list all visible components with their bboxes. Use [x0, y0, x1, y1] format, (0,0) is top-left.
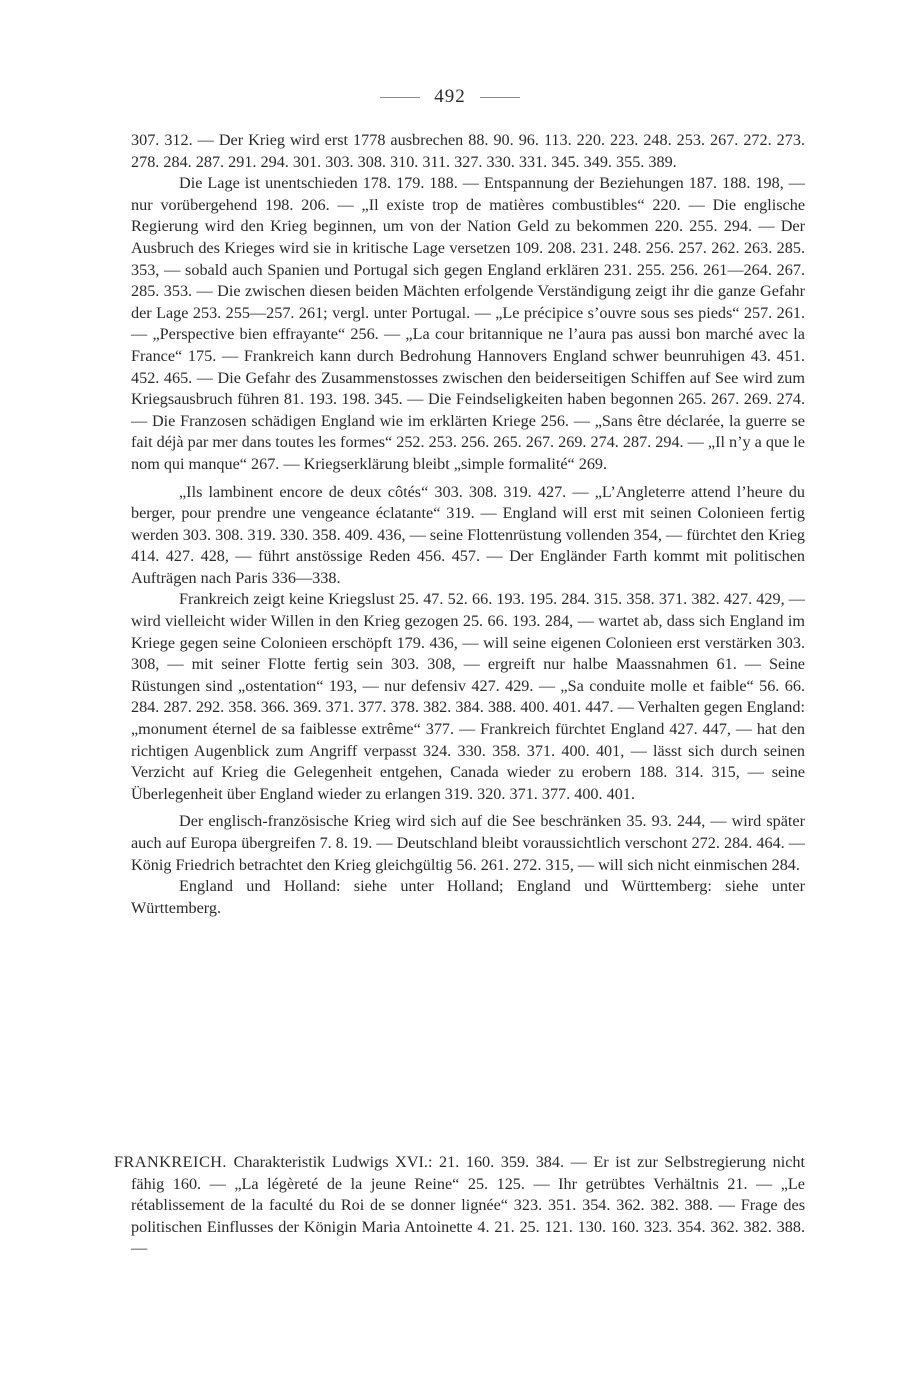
entry-text: Charakteristik Ludwigs XVI.: 21. 160. 359. 384. — Er ist zur Selbstregierung nicht fähig 160. — „La légèreté de la jeune Reine“ 25. 125. — Ihr getrübtes Verhältnis 21. — „Le rétablissement de la faculté du Roi de se donner lignée“ 323. 351. 354. 362. 382. 388. — Frage des politischen Einflusses der Königin Maria Antoinette 4. 21. 25. 121. 130. 160. 323. 354. 362. 382. 388. — [131, 1153, 805, 1258]
entry-paragraph [114, 1152, 805, 1260]
header-rule-left [380, 97, 420, 98]
page-header [0, 86, 900, 108]
index-paragraph: England und Holland: siehe unter Holland; England und Württemberg: siehe unter Württemberg. [131, 877, 805, 917]
index-paragraph: 307. 312. — Der Krieg wird erst 1778 ausbrechen 88. 90. 96. 113. 220. 223. 248. 253. 267. 272. 273. 278. 284. 287. 291. 294. 301. 303. 308. 310. 311. 327. 330. 331. 345. 349. 355. 389. [131, 131, 805, 171]
page-number: 492 [434, 86, 466, 107]
index-body [131, 130, 805, 919]
index-paragraph: Der englisch-französische Krieg wird sich auf die See beschränken 35. 93. 244, — wird später auch auf Europa übergreifen 7. 8. 19. — Deutschland bleibt voraussichtlich verschont 272. 284. 464. — König Friedrich betrachtet den Krieg gleichgültig 56. 261. 272. 315, — will sich nicht einmischen 284. [131, 812, 805, 874]
index-paragraph: Die Lage ist unentschieden 178. 179. 188. — Entspannung der Beziehungen 187. 188. 198, — nur vorübergehend 198. 206. — „Il existe trop de matières combustibles“ 220. — Die englische Regierung wird den Krieg beginnen, um von der Nation Geld zu bekommen 220. 255. 294. — Der Ausbruch des Krieges wird sie in kritische Lage versetzen 109. 208. 231. 248. 256. 257. 262. 263. 285. 353, — sobald auch Spanien und Portugal sich gegen England erklären 231. 255. 256. 261—264. 267. 285. 353. — Die zwischen diesen beiden Mächten erfolgende Verständigung zeigt ihr die ganze Gefahr der Lage 253. 255—257. 261; vergl. unter Portugal. — „Le précipice s’ouvre sous ses pieds“ 257. 261. — „Perspective bien effrayante“ 256. — „La cour britannique ne l’aura pas aussi bon marché avec la France“ 175. — Frankreich kann durch Bedrohung Hannovers England schwer beunruhigen 43. 451. 452. 465. — Die Gefahr des Zusammenstosses zwischen den beiderseitigen Schiffen auf See wird zum Kriegsausbruch führen 81. 193. 198. 345. — Die Feindseligkeiten haben begonnen 265. 267. 269. 274. — Die Franzosen schädigen England wie im erklärten Kriege 256. — „Sans être déclarée, la guerre se fait déjà par mer dans toutes les formes“ 252. 253. 256. 265. 267. 269. 274. 287. 294. — „Il n’y a que le nom qui manque“ 267. — Kriegserklärung bleibt „simple formalité“ 269. [131, 174, 805, 473]
entry-headword: FRANKREICH. [114, 1153, 227, 1171]
index-paragraph: „Ils lambinent encore de deux côtés“ 303. 308. 319. 427. — „L’Angleterre attend l’heure du berger, pour prendre une vengeance éclatante“ 319. — England will erst mit seinen Colonieen fertig werden 303. 308. 319. 330. 358. 409. 436, — seine Flottenrüstung vollenden 354, — fürchtet den Krieg 414. 427. 428, — führt anstössige Reden 456. 457. — Der Engländer Farth kommt mit politischen Aufträgen nach Paris 336—338. [131, 482, 805, 587]
index-entry-frankreich [114, 1152, 805, 1260]
index-paragraph: Frankreich zeigt keine Kriegslust 25. 47. 52. 66. 193. 195. 284. 315. 358. 371. 382. 427. 429, — wird vielleicht wider Willen in den Krieg gezogen 25. 66. 193. 284, — wartet ab, dass sich England im Kriege gegen seine Colonieen erschöpft 179. 436, — will seine eigenen Colonieen erst verstärken 303. 308, — mit seiner Flotte fertig sein 303. 308, — ergreift nur halbe Maassnahmen 61. — Seine Rüstungen sind „ostentation“ 193, — nur defensiv 427. 429. — „Sa conduite molle et faible“ 56. 66. 284. 287. 292. 358. 366. 369. 371. 377. 378. 382. 384. 388. 400. 401. 447. — Verhalten gegen England: „monument éternel de sa faiblesse extrême“ 377. — Frankreich fürchtet England 427. 447, — hat den richtigen Augenblick zum Angriff verpasst 324. 330. 358. 371. 400. 401, — lässt sich durch seinen Verzicht auf Krieg die Gelegenheit entgehen, Canada wieder zu erobern 188. 314. 315, — seine Überlegenheit über England wieder zu erlangen 319. 320. 371. 377. 400. 401. [131, 590, 805, 803]
header-rule-right [480, 97, 520, 98]
